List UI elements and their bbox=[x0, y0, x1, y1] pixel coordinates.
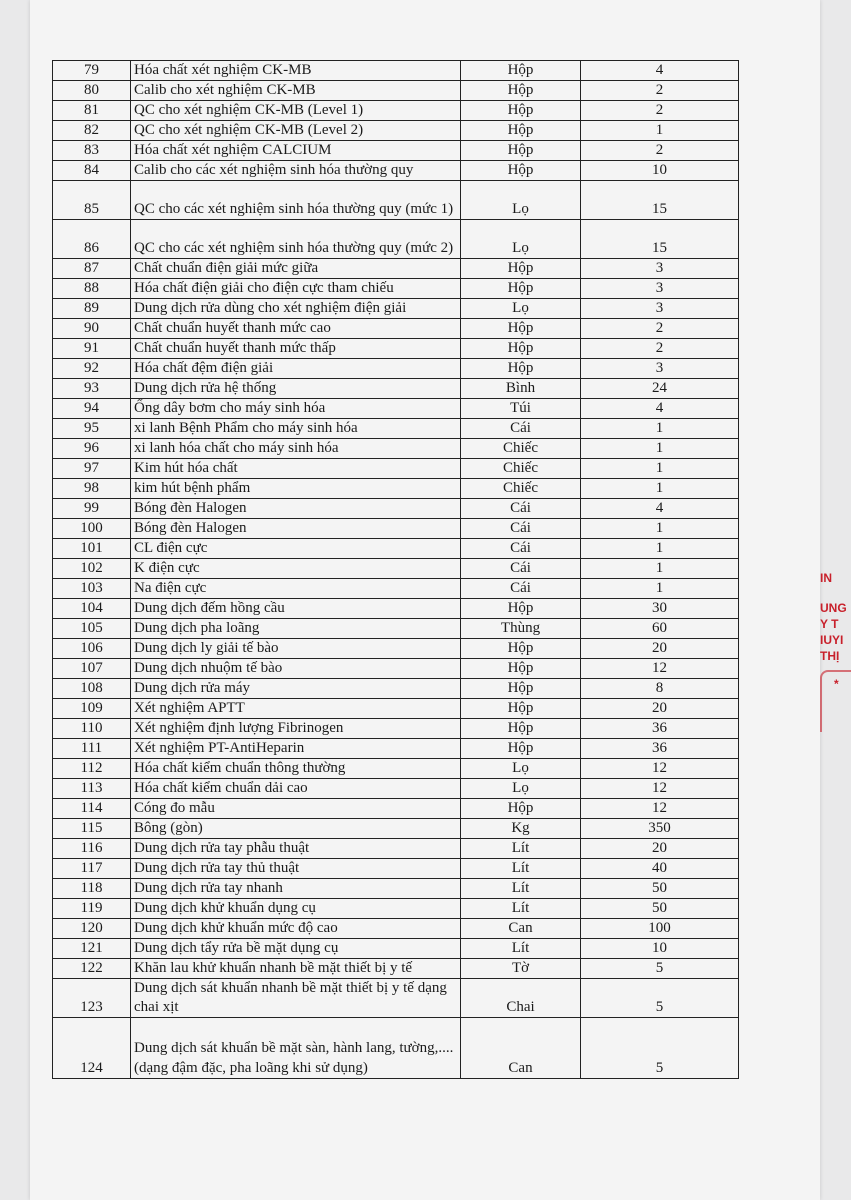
item-name-cell: Dung dịch rửa dùng cho xét nghiệm điện giải bbox=[131, 299, 461, 319]
table-row bbox=[53, 459, 739, 479]
unit-cell: Hộp bbox=[461, 279, 581, 299]
row-number-cell: 114 bbox=[53, 799, 131, 819]
table-row bbox=[53, 739, 739, 759]
row-number-cell: 110 bbox=[53, 719, 131, 739]
item-name-cell: QC cho xét nghiệm CK-MB (Level 2) bbox=[131, 121, 461, 141]
quantity-cell: 2 bbox=[581, 339, 739, 359]
row-number-cell: 102 bbox=[53, 559, 131, 579]
row-number-cell: 89 bbox=[53, 299, 131, 319]
quantity-cell: 2 bbox=[581, 81, 739, 101]
item-name-cell: Xét nghiệm định lượng Fibrinogen bbox=[131, 719, 461, 739]
item-name-cell: Hóa chất đệm điện giải bbox=[131, 359, 461, 379]
table-row bbox=[53, 220, 739, 259]
unit-cell: Can bbox=[461, 919, 581, 939]
quantity-cell: 50 bbox=[581, 899, 739, 919]
stamp-star: * bbox=[834, 677, 839, 691]
unit-cell: Hộp bbox=[461, 679, 581, 699]
table-row bbox=[53, 259, 739, 279]
quantity-cell: 2 bbox=[581, 319, 739, 339]
table-row bbox=[53, 919, 739, 939]
row-number-cell: 97 bbox=[53, 459, 131, 479]
unit-cell: Chiếc bbox=[461, 439, 581, 459]
item-name-cell: QC cho các xét nghiệm sinh hóa thường quy (mức 2) bbox=[131, 220, 461, 259]
table-row bbox=[53, 819, 739, 839]
item-name-cell: Bông (gòn) bbox=[131, 819, 461, 839]
quantity-cell: 4 bbox=[581, 61, 739, 81]
document-page bbox=[30, 0, 820, 1200]
item-name-cell: Khăn lau khử khuẩn nhanh bề mặt thiết bị y tế bbox=[131, 959, 461, 979]
stamp-text-line: THỊ bbox=[820, 649, 840, 663]
table-row bbox=[53, 879, 739, 899]
row-number-cell: 115 bbox=[53, 819, 131, 839]
quantity-cell: 2 bbox=[581, 101, 739, 121]
row-number-cell: 111 bbox=[53, 739, 131, 759]
quantity-cell: 15 bbox=[581, 181, 739, 220]
row-number-cell: 83 bbox=[53, 141, 131, 161]
item-name-cell: Chất chuẩn huyết thanh mức cao bbox=[131, 319, 461, 339]
unit-cell: Hộp bbox=[461, 339, 581, 359]
item-name-cell: Dung dịch rửa máy bbox=[131, 679, 461, 699]
table-row bbox=[53, 339, 739, 359]
unit-cell: Lít bbox=[461, 899, 581, 919]
row-number-cell: 80 bbox=[53, 81, 131, 101]
unit-cell: Hộp bbox=[461, 259, 581, 279]
red-stamp-fragment bbox=[820, 560, 851, 730]
table-row bbox=[53, 141, 739, 161]
row-number-cell: 108 bbox=[53, 679, 131, 699]
quantity-cell: 12 bbox=[581, 779, 739, 799]
stamp-text-line: Y T bbox=[820, 617, 839, 631]
unit-cell: Lít bbox=[461, 879, 581, 899]
table-row bbox=[53, 839, 739, 859]
item-name-cell: Dung dịch tẩy rửa bề mặt dụng cụ bbox=[131, 939, 461, 959]
row-number-cell: 82 bbox=[53, 121, 131, 141]
quantity-cell: 1 bbox=[581, 559, 739, 579]
unit-cell: Cái bbox=[461, 559, 581, 579]
unit-cell: Hộp bbox=[461, 799, 581, 819]
quantity-cell: 60 bbox=[581, 619, 739, 639]
quantity-cell: 40 bbox=[581, 859, 739, 879]
unit-cell: Hộp bbox=[461, 359, 581, 379]
quantity-cell: 2 bbox=[581, 141, 739, 161]
unit-cell: Cái bbox=[461, 499, 581, 519]
supply-table bbox=[52, 60, 739, 1079]
unit-cell: Hộp bbox=[461, 739, 581, 759]
row-number-cell: 101 bbox=[53, 539, 131, 559]
unit-cell: Lọ bbox=[461, 779, 581, 799]
unit-cell: Hộp bbox=[461, 639, 581, 659]
row-number-cell: 95 bbox=[53, 419, 131, 439]
quantity-cell: 10 bbox=[581, 939, 739, 959]
unit-cell: Lọ bbox=[461, 759, 581, 779]
row-number-cell: 93 bbox=[53, 379, 131, 399]
item-name-cell: xi lanh hóa chất cho máy sinh hóa bbox=[131, 439, 461, 459]
quantity-cell: 12 bbox=[581, 659, 739, 679]
quantity-cell: 1 bbox=[581, 439, 739, 459]
row-number-cell: 84 bbox=[53, 161, 131, 181]
table-row bbox=[53, 439, 739, 459]
unit-cell: Kg bbox=[461, 819, 581, 839]
item-name-cell: Dung dịch ly giải tế bào bbox=[131, 639, 461, 659]
item-name-cell: Hóa chất kiểm chuẩn thông thường bbox=[131, 759, 461, 779]
item-name-cell: Hóa chất điện giải cho điện cực tham chiếu bbox=[131, 279, 461, 299]
unit-cell: Túi bbox=[461, 399, 581, 419]
table-row bbox=[53, 599, 739, 619]
quantity-cell: 15 bbox=[581, 220, 739, 259]
table-row bbox=[53, 181, 739, 220]
row-number-cell: 116 bbox=[53, 839, 131, 859]
unit-cell: Hộp bbox=[461, 121, 581, 141]
unit-cell: Hộp bbox=[461, 699, 581, 719]
unit-cell: Chai bbox=[461, 979, 581, 1018]
quantity-cell: 30 bbox=[581, 599, 739, 619]
unit-cell: Chiếc bbox=[461, 479, 581, 499]
row-number-cell: 81 bbox=[53, 101, 131, 121]
row-number-cell: 112 bbox=[53, 759, 131, 779]
table-row bbox=[53, 559, 739, 579]
quantity-cell: 1 bbox=[581, 419, 739, 439]
table-row bbox=[53, 121, 739, 141]
table-row bbox=[53, 859, 739, 879]
item-name-cell: Calib cho xét nghiệm CK-MB bbox=[131, 81, 461, 101]
row-number-cell: 118 bbox=[53, 879, 131, 899]
unit-cell: Lít bbox=[461, 939, 581, 959]
table-row bbox=[53, 479, 739, 499]
unit-cell: Hộp bbox=[461, 659, 581, 679]
item-name-cell: Calib cho các xét nghiệm sinh hóa thường quy bbox=[131, 161, 461, 181]
quantity-cell: 1 bbox=[581, 479, 739, 499]
unit-cell: Cái bbox=[461, 419, 581, 439]
row-number-cell: 123 bbox=[53, 979, 131, 1018]
item-name-cell: xi lanh Bệnh Phẩm cho máy sinh hóa bbox=[131, 419, 461, 439]
quantity-cell: 36 bbox=[581, 719, 739, 739]
quantity-cell: 12 bbox=[581, 799, 739, 819]
unit-cell: Lọ bbox=[461, 181, 581, 220]
row-number-cell: 104 bbox=[53, 599, 131, 619]
table-row bbox=[53, 499, 739, 519]
item-name-cell: Xét nghiệm PT-AntiHeparin bbox=[131, 739, 461, 759]
unit-cell: Lọ bbox=[461, 299, 581, 319]
item-name-cell: K điện cực bbox=[131, 559, 461, 579]
quantity-cell: 4 bbox=[581, 399, 739, 419]
quantity-cell: 3 bbox=[581, 359, 739, 379]
stamp-text-line: IUYI bbox=[820, 633, 844, 647]
item-name-cell: Dung dịch pha loãng bbox=[131, 619, 461, 639]
stamp-text-line: UNG bbox=[820, 601, 847, 615]
unit-cell: Hộp bbox=[461, 161, 581, 181]
table-row bbox=[53, 959, 739, 979]
item-name-cell: Dung dịch rửa tay nhanh bbox=[131, 879, 461, 899]
unit-cell: Hộp bbox=[461, 719, 581, 739]
quantity-cell: 4 bbox=[581, 499, 739, 519]
item-name-cell: QC cho các xét nghiệm sinh hóa thường quy (mức 1) bbox=[131, 181, 461, 220]
table-row bbox=[53, 399, 739, 419]
table-row bbox=[53, 799, 739, 819]
unit-cell: Hộp bbox=[461, 599, 581, 619]
row-number-cell: 117 bbox=[53, 859, 131, 879]
unit-cell: Chiếc bbox=[461, 459, 581, 479]
row-number-cell: 109 bbox=[53, 699, 131, 719]
stamp-text-line: IN bbox=[820, 571, 832, 585]
unit-cell: Hộp bbox=[461, 141, 581, 161]
quantity-cell: 3 bbox=[581, 299, 739, 319]
row-number-cell: 120 bbox=[53, 919, 131, 939]
table-row bbox=[53, 679, 739, 699]
item-name-cell: Dung dịch sát khuẩn nhanh bề mặt thiết bị y tế dạng chai xịt bbox=[131, 979, 461, 1018]
row-number-cell: 87 bbox=[53, 259, 131, 279]
quantity-cell: 350 bbox=[581, 819, 739, 839]
table-row bbox=[53, 1018, 739, 1079]
item-name-cell: Dung dịch khử khuẩn dụng cụ bbox=[131, 899, 461, 919]
item-name-cell: Xét nghiệm APTT bbox=[131, 699, 461, 719]
table-row bbox=[53, 939, 739, 959]
item-name-cell: QC cho xét nghiệm CK-MB (Level 1) bbox=[131, 101, 461, 121]
quantity-cell: 1 bbox=[581, 459, 739, 479]
quantity-cell: 1 bbox=[581, 539, 739, 559]
table-row bbox=[53, 899, 739, 919]
item-name-cell: Dung dịch sát khuẩn bề mặt sàn, hành lang, tường,....(dạng đậm đặc, pha loãng khi sử dụng) bbox=[131, 1018, 461, 1079]
row-number-cell: 91 bbox=[53, 339, 131, 359]
table-row bbox=[53, 579, 739, 599]
item-name-cell: Hóa chất xét nghiệm CALCIUM bbox=[131, 141, 461, 161]
item-name-cell: Kim hút hóa chất bbox=[131, 459, 461, 479]
quantity-cell: 5 bbox=[581, 1018, 739, 1079]
item-name-cell: CL điện cực bbox=[131, 539, 461, 559]
table-row bbox=[53, 299, 739, 319]
quantity-cell: 3 bbox=[581, 279, 739, 299]
item-name-cell: Dung dịch rửa tay phẫu thuật bbox=[131, 839, 461, 859]
unit-cell: Lít bbox=[461, 859, 581, 879]
row-number-cell: 119 bbox=[53, 899, 131, 919]
quantity-cell: 5 bbox=[581, 979, 739, 1018]
item-name-cell: Dung dịch rửa hệ thống bbox=[131, 379, 461, 399]
table-row bbox=[53, 719, 739, 739]
item-name-cell: Dung dịch đếm hồng cầu bbox=[131, 599, 461, 619]
item-name-cell: Chất chuẩn huyết thanh mức thấp bbox=[131, 339, 461, 359]
row-number-cell: 100 bbox=[53, 519, 131, 539]
quantity-cell: 1 bbox=[581, 519, 739, 539]
table-row bbox=[53, 419, 739, 439]
table-row bbox=[53, 319, 739, 339]
row-number-cell: 105 bbox=[53, 619, 131, 639]
row-number-cell: 88 bbox=[53, 279, 131, 299]
table-row bbox=[53, 101, 739, 121]
row-number-cell: 79 bbox=[53, 61, 131, 81]
item-name-cell: Hóa chất xét nghiệm CK-MB bbox=[131, 61, 461, 81]
quantity-cell: 8 bbox=[581, 679, 739, 699]
row-number-cell: 106 bbox=[53, 639, 131, 659]
table-row bbox=[53, 279, 739, 299]
item-name-cell: Ống dây bơm cho máy sinh hóa bbox=[131, 399, 461, 419]
unit-cell: Hộp bbox=[461, 81, 581, 101]
row-number-cell: 94 bbox=[53, 399, 131, 419]
row-number-cell: 86 bbox=[53, 220, 131, 259]
table-row bbox=[53, 759, 739, 779]
row-number-cell: 98 bbox=[53, 479, 131, 499]
quantity-cell: 3 bbox=[581, 259, 739, 279]
quantity-cell: 24 bbox=[581, 379, 739, 399]
quantity-cell: 1 bbox=[581, 121, 739, 141]
quantity-cell: 50 bbox=[581, 879, 739, 899]
stamp-border bbox=[820, 670, 851, 732]
row-number-cell: 92 bbox=[53, 359, 131, 379]
unit-cell: Can bbox=[461, 1018, 581, 1079]
quantity-cell: 36 bbox=[581, 739, 739, 759]
table-row bbox=[53, 519, 739, 539]
row-number-cell: 96 bbox=[53, 439, 131, 459]
row-number-cell: 113 bbox=[53, 779, 131, 799]
item-name-cell: Na điện cực bbox=[131, 579, 461, 599]
table-row bbox=[53, 539, 739, 559]
supply-table-wrapper bbox=[52, 60, 738, 1079]
unit-cell: Hộp bbox=[461, 61, 581, 81]
unit-cell: Lít bbox=[461, 839, 581, 859]
item-name-cell: Bóng đèn Halogen bbox=[131, 499, 461, 519]
quantity-cell: 20 bbox=[581, 639, 739, 659]
unit-cell: Cái bbox=[461, 539, 581, 559]
table-row bbox=[53, 639, 739, 659]
unit-cell: Cái bbox=[461, 579, 581, 599]
item-name-cell: kim hút bệnh phẩm bbox=[131, 479, 461, 499]
row-number-cell: 121 bbox=[53, 939, 131, 959]
row-number-cell: 107 bbox=[53, 659, 131, 679]
table-row bbox=[53, 779, 739, 799]
unit-cell: Lọ bbox=[461, 220, 581, 259]
quantity-cell: 20 bbox=[581, 699, 739, 719]
item-name-cell: Dung dịch khử khuẩn mức độ cao bbox=[131, 919, 461, 939]
table-row bbox=[53, 659, 739, 679]
item-name-cell: Cóng đo mẫu bbox=[131, 799, 461, 819]
unit-cell: Cái bbox=[461, 519, 581, 539]
table-row bbox=[53, 81, 739, 101]
unit-cell: Thùng bbox=[461, 619, 581, 639]
supply-table-body bbox=[53, 61, 739, 1079]
unit-cell: Bình bbox=[461, 379, 581, 399]
row-number-cell: 103 bbox=[53, 579, 131, 599]
row-number-cell: 122 bbox=[53, 959, 131, 979]
quantity-cell: 12 bbox=[581, 759, 739, 779]
item-name-cell: Dung dịch nhuộm tế bào bbox=[131, 659, 461, 679]
row-number-cell: 90 bbox=[53, 319, 131, 339]
table-row bbox=[53, 379, 739, 399]
row-number-cell: 124 bbox=[53, 1018, 131, 1079]
unit-cell: Hộp bbox=[461, 101, 581, 121]
unit-cell: Hộp bbox=[461, 319, 581, 339]
row-number-cell: 99 bbox=[53, 499, 131, 519]
table-row bbox=[53, 699, 739, 719]
quantity-cell: 1 bbox=[581, 579, 739, 599]
quantity-cell: 5 bbox=[581, 959, 739, 979]
row-number-cell: 85 bbox=[53, 181, 131, 220]
table-row bbox=[53, 161, 739, 181]
quantity-cell: 20 bbox=[581, 839, 739, 859]
item-name-cell: Dung dịch rửa tay thủ thuật bbox=[131, 859, 461, 879]
quantity-cell: 10 bbox=[581, 161, 739, 181]
table-row bbox=[53, 359, 739, 379]
item-name-cell: Bóng đèn Halogen bbox=[131, 519, 461, 539]
quantity-cell: 100 bbox=[581, 919, 739, 939]
item-name-cell: Chất chuẩn điện giải mức giữa bbox=[131, 259, 461, 279]
unit-cell: Tờ bbox=[461, 959, 581, 979]
table-row bbox=[53, 979, 739, 1018]
item-name-cell: Hóa chất kiểm chuẩn dải cao bbox=[131, 779, 461, 799]
table-row bbox=[53, 619, 739, 639]
table-row bbox=[53, 61, 739, 81]
